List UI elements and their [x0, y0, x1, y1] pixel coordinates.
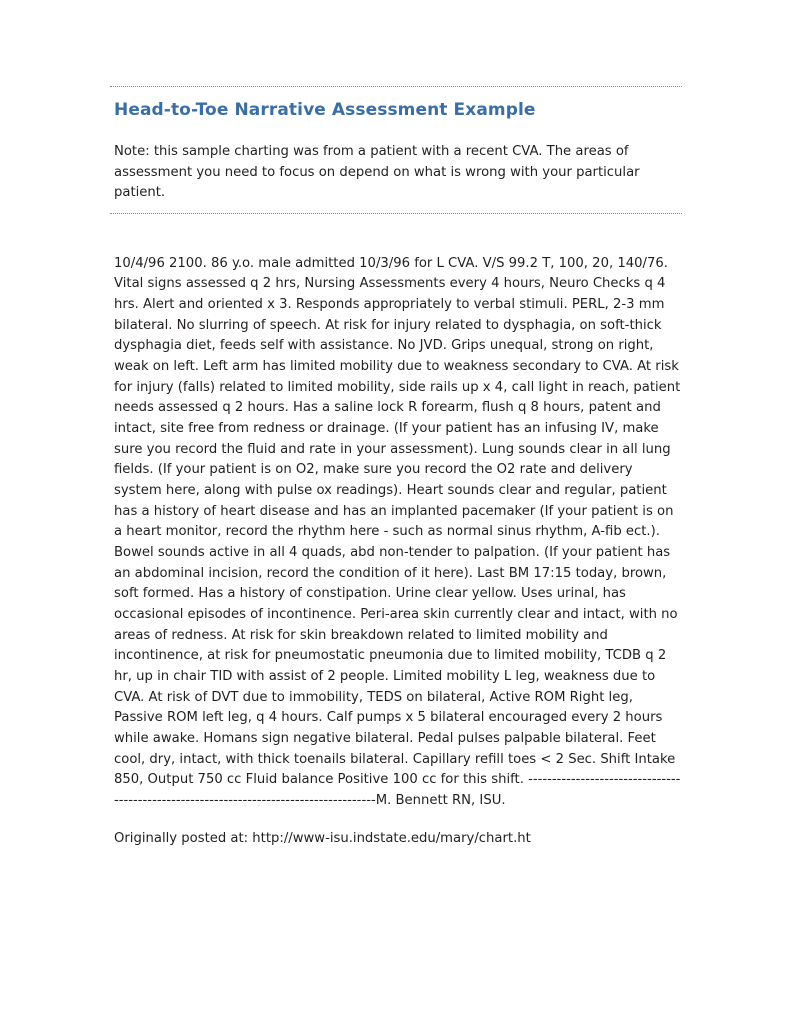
narrative-body — [114, 254, 682, 812]
narrative-text: 10/4/96 2100. 86 y.o. male admitted 10/3/96 for L CVA. V/S 99.2 T, 100, 20, 140/76. Vital signs assessed q 2 hrs, Nursing Assessments every 4 hours, Neuro Checks q 4 hrs. Alert and oriented x 3. Responds appropriately to verbal stimuli. PERL, 2-3 mm bilateral. No slurring of speech. At risk for injury related to dysphagia, on soft-thick dysphagia diet, feeds self with assistance. No JVD. Grips unequal, strong on right, weak on left. Left arm has limited mobility due to weakness secondary to CVA. At risk for injury (falls) related to limited mobility, side rails up x 4, call light in reach, patient needs assessed q 2 hours. Has a saline lock R forearm, flush q 8 hours, patent and intact, site free from redness or drainage. (If your patient has an infusing IV, make sure you record the fluid and rate in your assessment). Lung sounds clear in all lung fields. (If your patient is on O2, make sure you record the O2 rate and delivery system here, along with pulse ox readings). Heart sounds clear and regular, patient has a history of heart disease and has an implanted pacemaker (If your patient is on a heart monitor, record the rhythm here - such as normal sinus rhythm, A-fib ect.). Bowel sounds active in all 4 quads, abd non-tender to palpation. (If your patient has an abdominal incision, record the condition of it here). Last BM 17:15 today, brown, soft formed. Has a history of constipation. Urine clear yellow. Uses urinal, has occasional episodes of incontinence. Peri-area skin currently clear and intact, with no areas of redness. At risk for skin breakdown related to limited mobility and incontinence, at risk for pneumostatic pneumonia due to limited mobility, TCDB q 2 hr, up in chair TID with assist of 2 people. Limited mobility L leg, weakness due to CVA. At risk of DVT due to immobility, TEDS on bilateral, Active ROM Right leg, Passive ROM left leg, q 4 hours. Calf pumps x 5 bilateral encouraged every 2 hours while awake. Homans sign negative bilateral. Pedal pulses palpable bilateral. Feet cool, dry, intact, with thick toenails bilateral. Capillary refill toes < 2 Sec. Shift Intake 850, Output 750 cc Fluid balance Positive 100 cc for this shift. — [114, 255, 681, 788]
signature-name: M. Bennett RN, ISU. — [375, 792, 506, 808]
header-bottom-divider — [110, 213, 682, 214]
note-paragraph: Note: this sample charting was from a patient with a recent CVA. The areas of assessment you need to focus on depend on what is wrong with your particular patient. — [114, 144, 640, 201]
source-url-line: Originally posted at: http://www-isu.indstate.edu/mary/chart.ht — [114, 831, 531, 847]
document-content — [110, 86, 682, 850]
header-top-divider — [110, 86, 682, 87]
signature-dashes: --------------------------------------------------------------------------------------- — [114, 772, 681, 808]
page-title: Head-to-Toe Narrative Assessment Example — [114, 100, 536, 120]
